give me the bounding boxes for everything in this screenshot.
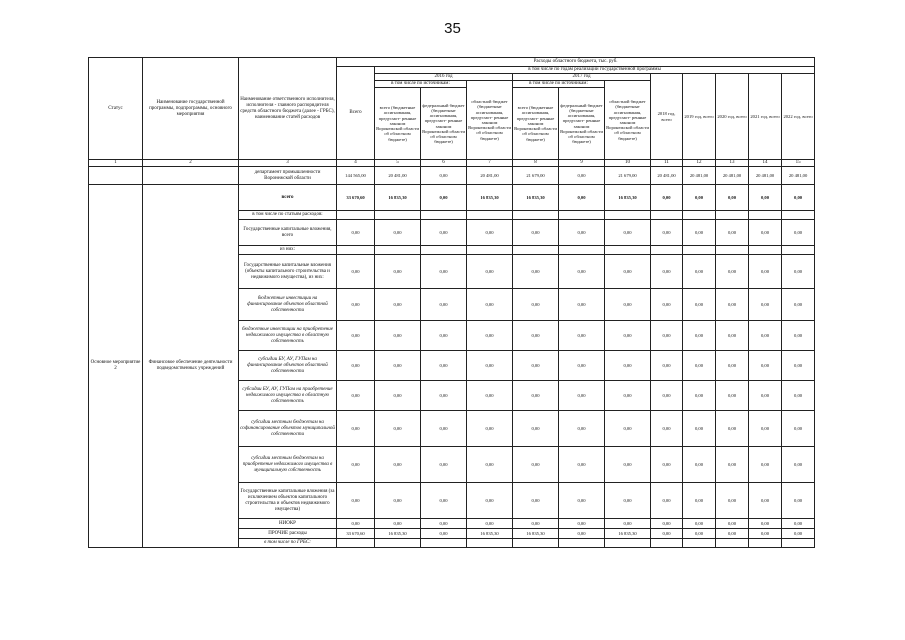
- row-value: 0,00: [651, 411, 683, 447]
- row-value: 0,00: [716, 351, 749, 381]
- row-value: 0,00: [337, 321, 375, 351]
- row-value: 0,00: [716, 447, 749, 483]
- row-value: [683, 211, 716, 220]
- row-value: 16 835,30: [605, 185, 651, 211]
- row-value: 0,00: [683, 529, 716, 539]
- header-year-2019: 2019 год, всего: [683, 74, 716, 160]
- row-value: 0,00: [421, 529, 467, 539]
- col-number: 7: [467, 160, 513, 167]
- row-label: субсидии местным бюджетам на приобретение недвижимого имущества в муниципальную собственность: [239, 447, 337, 483]
- row-value: 0,00: [716, 519, 749, 529]
- row-value: 0,00: [375, 381, 421, 411]
- row-value: 0,00: [421, 255, 467, 289]
- row-value: 0,00: [605, 351, 651, 381]
- row-value: 0,00: [749, 321, 782, 351]
- row-value: [749, 246, 782, 255]
- row-value: 0,00: [749, 289, 782, 321]
- row-value: 20 481,00: [782, 167, 815, 185]
- row-value: 0,00: [375, 289, 421, 321]
- row-value: 0,00: [513, 255, 559, 289]
- row-value: 0,00: [559, 411, 605, 447]
- row-value: 0,00: [375, 483, 421, 519]
- col-number: 5: [375, 160, 421, 167]
- row-value: 0,00: [651, 220, 683, 246]
- row-value: 0,00: [683, 351, 716, 381]
- col-number: 15: [782, 160, 815, 167]
- row-label: Государственные капитальные вложения (объекты капитального строительства и недвижимого имущества), из них:: [239, 255, 337, 289]
- row-value: 0,00: [782, 220, 815, 246]
- row-value: [421, 539, 467, 548]
- row-value: 0,00: [559, 351, 605, 381]
- row-value: 33 670,60: [337, 529, 375, 539]
- col-number: 6: [421, 160, 467, 167]
- row-value: 0,00: [559, 519, 605, 529]
- row-value: [782, 211, 815, 220]
- row-value: 0,00: [716, 289, 749, 321]
- row-value: [651, 211, 683, 220]
- row-value: 0,00: [559, 289, 605, 321]
- row-value: 0,00: [716, 321, 749, 351]
- row-value: 0,00: [559, 321, 605, 351]
- row-value: 33 670,60: [337, 185, 375, 211]
- row-value: [375, 539, 421, 548]
- row-value: 0,00: [651, 447, 683, 483]
- row-value: 0,00: [716, 483, 749, 519]
- row-value: 0,00: [421, 220, 467, 246]
- col-number: 3: [239, 160, 337, 167]
- row-value: 0,00: [651, 255, 683, 289]
- col-number: 2: [143, 160, 239, 167]
- row-value: 16 835,30: [513, 185, 559, 211]
- row-value: 0,00: [467, 447, 513, 483]
- header-year-2018: 2018 год, всего: [651, 74, 683, 160]
- row-status-empty: [89, 167, 143, 185]
- row-value: [337, 211, 375, 220]
- header-year-2017: 2017 год: [513, 74, 651, 81]
- row-value: 0,00: [683, 519, 716, 529]
- row-value: 0,00: [716, 381, 749, 411]
- col-number: 12: [683, 160, 716, 167]
- row-value: 0,00: [605, 447, 651, 483]
- row-value: 0,00: [467, 381, 513, 411]
- row-value: [467, 246, 513, 255]
- row-value: [467, 211, 513, 220]
- row-value: 0,00: [749, 529, 782, 539]
- header-executor: Наименование ответственного исполнителя, исполнителя - главного распорядителя средств областного бюджета (далее - ГРБС), наименование статей расходов: [239, 58, 337, 160]
- row-value: 0,00: [749, 255, 782, 289]
- row-value: 0,00: [749, 185, 782, 211]
- data-rows: [89, 167, 815, 548]
- row-value: 0,00: [651, 529, 683, 539]
- row-value: 0,00: [782, 519, 815, 529]
- row-value: 0,00: [375, 447, 421, 483]
- row-value: 0,00: [337, 289, 375, 321]
- row-value: 0,00: [605, 255, 651, 289]
- row-value: 16 835,30: [467, 529, 513, 539]
- row-status: Основное мероприятие 2: [89, 185, 143, 548]
- row-value: 0,00: [421, 185, 467, 211]
- row-value: 0,00: [559, 381, 605, 411]
- row-value: 0,00: [651, 289, 683, 321]
- header-name: Наименование государственной программы, подпрограммы, основного мероприятия: [143, 58, 239, 160]
- row-value: 20 481,00: [375, 167, 421, 185]
- row-value: [605, 211, 651, 220]
- row-value: 0,00: [421, 483, 467, 519]
- header-year-2016: 2016 год: [375, 74, 513, 81]
- row-value: 0,00: [513, 289, 559, 321]
- row-value: 0,00: [683, 289, 716, 321]
- row-value: 0,00: [651, 519, 683, 529]
- row-value: 0,00: [337, 483, 375, 519]
- col-number: 13: [716, 160, 749, 167]
- row-value: 144 565,00: [337, 167, 375, 185]
- row-value: 0,00: [559, 167, 605, 185]
- col-number: 4: [337, 160, 375, 167]
- row-value: 0,00: [467, 411, 513, 447]
- col-number: 14: [749, 160, 782, 167]
- row-value: 21 679,00: [605, 167, 651, 185]
- row-value: 0,00: [683, 381, 716, 411]
- row-label: всего: [239, 185, 337, 211]
- header-source-2016-regional: областной бюджет (бюджетные ассигнования, предусмот- ренные законом Воронежской области об областном бюджете): [467, 81, 513, 160]
- row-value: 0,00: [337, 255, 375, 289]
- row-value: 0,00: [683, 220, 716, 246]
- row-value: 0,00: [683, 411, 716, 447]
- row-value: 0,00: [716, 255, 749, 289]
- row-label: субсидии БУ, АУ, ГУПам на приобретение недвижимого имущества в областную собственность: [239, 381, 337, 411]
- row-value: 0,00: [559, 255, 605, 289]
- row-value: [421, 246, 467, 255]
- row-value: 16 835,30: [375, 185, 421, 211]
- row-value: [683, 539, 716, 548]
- row-value: 0,00: [513, 351, 559, 381]
- row-value: 0,00: [683, 321, 716, 351]
- row-value: [716, 246, 749, 255]
- row-value: 0,00: [683, 255, 716, 289]
- row-value: 0,00: [559, 529, 605, 539]
- row-value: [651, 246, 683, 255]
- row-value: 0,00: [605, 220, 651, 246]
- row-value: [605, 246, 651, 255]
- budget-table: [88, 57, 815, 548]
- row-value: 0,00: [421, 447, 467, 483]
- row-value: 20 481,00: [467, 167, 513, 185]
- row-value: 0,00: [421, 289, 467, 321]
- page-number: 35: [444, 20, 461, 37]
- row-value: 20 481,00: [651, 167, 683, 185]
- row-value: 21 679,00: [513, 167, 559, 185]
- row-value: 0,00: [605, 519, 651, 529]
- row-value: 0,00: [683, 185, 716, 211]
- row-value: 0,00: [651, 185, 683, 211]
- row-value: 0,00: [513, 220, 559, 246]
- row-value: 0,00: [467, 519, 513, 529]
- row-value: 0,00: [467, 483, 513, 519]
- row-value: 0,00: [337, 519, 375, 529]
- row-value: [467, 539, 513, 548]
- row-value: 0,00: [605, 321, 651, 351]
- row-value: 0,00: [467, 255, 513, 289]
- row-value: 0,00: [651, 351, 683, 381]
- row-program-name: Финансовое обеспечение деятельности подведомственных учреждений: [143, 185, 239, 548]
- row-value: [337, 539, 375, 548]
- row-value: 20 481,00: [749, 167, 782, 185]
- row-value: 0,00: [782, 483, 815, 519]
- row-value: 0,00: [749, 220, 782, 246]
- row-value: 0,00: [421, 351, 467, 381]
- row-value: 0,00: [513, 447, 559, 483]
- row-label: ПРОЧИЕ расходы: [239, 529, 337, 539]
- row-value: 0,00: [782, 411, 815, 447]
- row-value: [716, 539, 749, 548]
- row-label: бюджетные инвестиции на приобретение недвижимого имущества в областную собственность: [239, 321, 337, 351]
- row-label: Государственные капитальные вложения (за исключением объектов капитального строительства и объектов недвижимого имущества): [239, 483, 337, 519]
- row-value: [513, 539, 559, 548]
- row-value: 0,00: [782, 321, 815, 351]
- col-number: 1: [89, 160, 143, 167]
- row-label: бюджетные инвестиции на финансирование объектов областной собственности: [239, 289, 337, 321]
- row-value: 16 835,30: [605, 529, 651, 539]
- row-value: 0,00: [716, 529, 749, 539]
- col-number: 9: [559, 160, 605, 167]
- row-value: 0,00: [375, 411, 421, 447]
- row-label: НИОКР: [239, 519, 337, 529]
- row-value: 0,00: [559, 483, 605, 519]
- row-value: 0,00: [421, 411, 467, 447]
- row-name-empty: [143, 167, 239, 185]
- row-value: 0,00: [513, 321, 559, 351]
- row-value: 0,00: [605, 483, 651, 519]
- row-value: 0,00: [559, 185, 605, 211]
- row-label: департамент промышленности Воронежской области: [239, 167, 337, 185]
- row-label: в том числе по статьям расходов:: [239, 211, 337, 220]
- row-value: 0,00: [716, 185, 749, 211]
- header-year-2022: 2022 год, всего: [782, 74, 815, 160]
- row-value: 20 481,00: [716, 167, 749, 185]
- row-value: 0,00: [749, 351, 782, 381]
- row-value: 0,00: [782, 529, 815, 539]
- row-value: 0,00: [467, 351, 513, 381]
- header-source-2017-total: всего (бюджетные ассигнования, предусмот- ренные законом Воронежской области об областном бюджете): [513, 88, 559, 160]
- row-value: 0,00: [559, 220, 605, 246]
- row-value: [559, 539, 605, 548]
- row-value: 0,00: [421, 321, 467, 351]
- row-value: 0,00: [716, 411, 749, 447]
- row-value: 0,00: [782, 351, 815, 381]
- row-value: 0,00: [559, 447, 605, 483]
- row-value: [559, 246, 605, 255]
- row-value: 0,00: [337, 447, 375, 483]
- row-value: [749, 539, 782, 548]
- row-value: 0,00: [337, 220, 375, 246]
- row-value: 0,00: [421, 381, 467, 411]
- row-value: 0,00: [782, 447, 815, 483]
- row-value: 0,00: [375, 220, 421, 246]
- row-value: 0,00: [421, 167, 467, 185]
- row-value: 0,00: [651, 483, 683, 519]
- row-value: [513, 246, 559, 255]
- row-value: 0,00: [513, 381, 559, 411]
- row-value: 0,00: [605, 411, 651, 447]
- header-source-2016-federal: федеральный бюджет (бюджетные ассигнования, предусмот- ренные законом Воронежской области об областном бюджете): [421, 88, 467, 160]
- row-value: 0,00: [513, 483, 559, 519]
- row-value: 0,00: [683, 447, 716, 483]
- row-value: 0,00: [749, 519, 782, 529]
- row-value: [782, 246, 815, 255]
- row-value: [559, 211, 605, 220]
- header-status: Статус: [89, 58, 143, 160]
- table-row: [89, 185, 815, 211]
- header-expenses: Расходы областного бюджета, тыс. руб.: [337, 58, 815, 67]
- row-value: 0,00: [513, 411, 559, 447]
- row-value: [421, 211, 467, 220]
- row-value: 0,00: [782, 255, 815, 289]
- row-value: [375, 211, 421, 220]
- row-label: субсидии местным бюджетам на софинансирование объектов муниципальной собственности: [239, 411, 337, 447]
- header-by-years: в том числе по годам реализации государственной программы: [375, 67, 815, 74]
- col-number: 11: [651, 160, 683, 167]
- header-source-2017-federal: федеральный бюджет (бюджетные ассигнования, предусмот- ренные законом Воронежской области об областном бюджете): [559, 88, 605, 160]
- row-value: 0,00: [421, 519, 467, 529]
- row-value: 0,00: [749, 411, 782, 447]
- row-value: 0,00: [782, 289, 815, 321]
- row-value: 16 835,30: [513, 529, 559, 539]
- col-number: 8: [513, 160, 559, 167]
- row-value: 0,00: [375, 255, 421, 289]
- header-sources-2017: в том числе по источникам:: [513, 81, 605, 88]
- row-value: 0,00: [782, 185, 815, 211]
- row-value: 0,00: [749, 381, 782, 411]
- row-value: 0,00: [467, 289, 513, 321]
- row-value: [716, 211, 749, 220]
- row-value: [513, 211, 559, 220]
- row-value: 0,00: [467, 321, 513, 351]
- row-value: 0,00: [749, 447, 782, 483]
- row-value: 0,00: [375, 519, 421, 529]
- row-value: 0,00: [605, 381, 651, 411]
- row-value: 0,00: [467, 220, 513, 246]
- row-value: 16 835,30: [375, 529, 421, 539]
- col-number: 10: [605, 160, 651, 167]
- row-value: [782, 539, 815, 548]
- row-value: [651, 539, 683, 548]
- row-value: 0,00: [782, 381, 815, 411]
- header-source-2016-total: всего (бюджетные ассигнования, предусмот- ренные законом Воронежской области об областном бюджете): [375, 88, 421, 160]
- row-value: 0,00: [716, 220, 749, 246]
- row-label: в том числе по ГРБС:: [239, 539, 337, 548]
- header-year-2020: 2020 год, всего: [716, 74, 749, 160]
- row-value: 0,00: [651, 381, 683, 411]
- row-value: 20 481,00: [683, 167, 716, 185]
- column-numbers-row: [89, 160, 815, 167]
- row-value: 0,00: [337, 411, 375, 447]
- row-value: 16 835,30: [467, 185, 513, 211]
- header-source-2017-regional: областной бюджет (бюджетные ассигнования, предусмот- ренные законом Воронежской области об областном бюджете): [605, 81, 651, 160]
- table-row: [89, 167, 815, 185]
- row-value: [683, 246, 716, 255]
- header-sources-2016: в том числе по источникам:: [375, 81, 467, 88]
- header-year-2021: 2021 год, всего: [749, 74, 782, 160]
- row-value: [375, 246, 421, 255]
- row-value: 0,00: [651, 321, 683, 351]
- row-value: [337, 246, 375, 255]
- row-value: 0,00: [513, 519, 559, 529]
- row-value: 0,00: [749, 483, 782, 519]
- row-value: 0,00: [337, 381, 375, 411]
- row-value: [605, 539, 651, 548]
- row-value: 0,00: [375, 351, 421, 381]
- row-value: 0,00: [337, 351, 375, 381]
- row-label: субсидии БУ, АУ, ГУПам на финансирование объектов областной собственности: [239, 351, 337, 381]
- row-label: из них:: [239, 246, 337, 255]
- row-value: [749, 211, 782, 220]
- row-label: Государственные капитальные вложения, всего: [239, 220, 337, 246]
- row-value: 0,00: [375, 321, 421, 351]
- row-value: 0,00: [605, 289, 651, 321]
- row-value: 0,00: [683, 483, 716, 519]
- header-total: Всего: [337, 67, 375, 160]
